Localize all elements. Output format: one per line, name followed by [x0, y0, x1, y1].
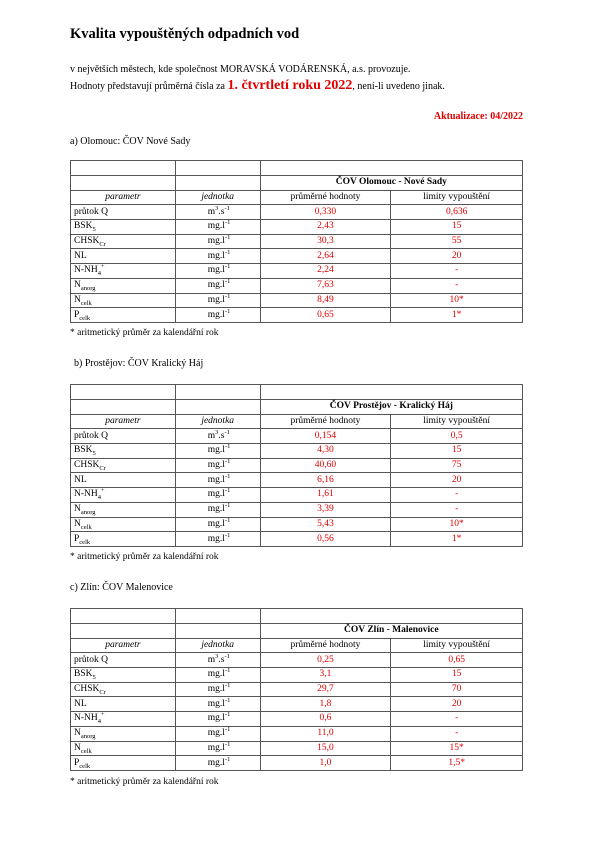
param-sub: Cr: [99, 688, 106, 696]
param-base: N: [74, 518, 81, 529]
average-value: 15,0: [260, 741, 391, 756]
limit-value: 0,65: [391, 653, 523, 668]
limit-value: -: [391, 712, 523, 727]
unit-base: m: [207, 654, 216, 665]
unit-cell: [175, 264, 260, 279]
param-sup: +: [101, 487, 105, 495]
unit-cell: [175, 220, 260, 235]
limit-value: 20: [391, 249, 523, 264]
unit-base: mg.l: [207, 309, 225, 320]
unit-sup: 3: [215, 652, 219, 660]
table-header-row: [71, 638, 523, 653]
table-header-row: [71, 190, 523, 205]
table-row: [71, 682, 523, 697]
unit-cell: [175, 653, 260, 668]
average-value: 3,39: [260, 502, 391, 517]
unit-cell: [175, 502, 260, 517]
average-value: 1,0: [260, 756, 391, 771]
unit-cell: [175, 532, 260, 547]
param-base: N: [74, 294, 81, 305]
unit-cell: [175, 682, 260, 697]
param-cell: [71, 293, 176, 308]
table-row: [71, 517, 523, 532]
average-value: 30,3: [260, 234, 391, 249]
unit-mid: .s: [218, 654, 225, 665]
limit-value: -: [391, 502, 523, 517]
unit-base: mg.l: [207, 265, 225, 276]
plant-name: ČOV Olomouc - Nové Sady: [260, 176, 522, 191]
limit-value: -: [391, 278, 523, 293]
unit-cell: [175, 308, 260, 323]
unit-cell: [175, 488, 260, 503]
unit-base: mg.l: [207, 489, 225, 500]
param-cell: [71, 756, 176, 771]
unit-sup-exp: -1: [224, 502, 231, 509]
unit-base: mg.l: [207, 294, 225, 305]
param-sub: 5: [92, 450, 96, 458]
col-header-param: parametr: [71, 414, 176, 429]
quality-table: [70, 384, 523, 547]
intro-line-2-post: , není-li uvedeno jinak.: [352, 81, 445, 92]
unit-base: mg.l: [207, 460, 225, 471]
unit-cell: [175, 756, 260, 771]
param-base: P: [74, 309, 80, 320]
col-header-avg: průměrné hodnoty: [260, 414, 391, 429]
unit-sup-exp: -1: [224, 219, 231, 227]
unit-cell: [175, 444, 260, 459]
unit-base: mg.l: [207, 698, 225, 709]
unit-sup-exp: -1: [224, 487, 231, 495]
param-base: P: [74, 757, 80, 768]
intro-text: [70, 62, 540, 95]
average-value: 40,60: [260, 458, 391, 473]
average-value: 11,0: [260, 726, 391, 741]
limit-value: 0,5: [391, 429, 523, 444]
average-value: 7,63: [260, 278, 391, 293]
param-base: CHSK: [74, 684, 100, 695]
limit-value: 10*: [391, 517, 523, 532]
param-cell: [71, 697, 176, 712]
intro-line-1: v největších městech, kde společnost MORAVSKÁ VODÁRENSKÁ, a.s. provozuje.: [70, 64, 411, 75]
param-base: průtok Q: [74, 654, 109, 665]
unit-sup-exp: -1: [224, 292, 231, 300]
param-sub: anorg: [80, 733, 96, 741]
unit-base: mg.l: [207, 518, 225, 529]
param-cell: [71, 458, 176, 473]
param-base: BSK: [74, 445, 93, 456]
param-cell: [71, 488, 176, 503]
param-sub: anorg: [80, 285, 96, 293]
footnote: * aritmetický průměr za kalendářní rok: [70, 328, 219, 338]
unit-sup-exp: -1: [224, 696, 231, 704]
limit-value: 75: [391, 458, 523, 473]
table-spacer-row: [71, 161, 523, 176]
average-value: 0,25: [260, 653, 391, 668]
intro-line-2: [70, 78, 540, 95]
param-base: N: [74, 742, 81, 753]
table-row: [71, 220, 523, 235]
average-value: 29,7: [260, 682, 391, 697]
param-base: N-NH: [74, 265, 98, 276]
unit-cell: [175, 712, 260, 727]
col-header-avg: průměrné hodnoty: [260, 190, 391, 205]
unit-cell: [175, 293, 260, 308]
unit-mid: .s: [218, 206, 225, 217]
unit-sup-exp: -1: [224, 263, 231, 271]
param-base: BSK: [74, 221, 93, 232]
param-cell: [71, 726, 176, 741]
unit-base: mg.l: [207, 742, 225, 753]
unit-base: mg.l: [207, 684, 225, 695]
table-row: [71, 502, 523, 517]
param-cell: [71, 532, 176, 547]
unit-base: mg.l: [207, 669, 225, 680]
limit-value: 15: [391, 668, 523, 683]
intro-line-2-pre: Hodnoty představují průměrná čísla za: [70, 81, 225, 92]
param-cell: [71, 220, 176, 235]
param-base: BSK: [74, 669, 93, 680]
quality-table: [70, 160, 523, 323]
col-header-limit: limity vypouštění: [391, 414, 523, 429]
unit-cell: [175, 473, 260, 488]
limit-value: 70: [391, 682, 523, 697]
unit-sup-exp: -1: [224, 516, 231, 524]
param-base: N-NH: [74, 489, 98, 500]
unit-sup-exp: -1: [224, 307, 231, 315]
param-sup: +: [101, 711, 105, 719]
param-cell: [71, 249, 176, 264]
unit-base: mg.l: [207, 728, 225, 739]
average-value: 4,30: [260, 444, 391, 459]
unit-base: mg.l: [207, 713, 225, 724]
period-highlight: 1. čtvrtletí roku 2022: [227, 78, 353, 93]
param-base: NL: [74, 474, 87, 485]
col-header-limit: limity vypouštění: [391, 638, 523, 653]
param-base: P: [74, 533, 80, 544]
param-sub: celk: [79, 538, 91, 546]
unit-cell: [175, 517, 260, 532]
unit-sup-exp: -1: [224, 278, 231, 285]
table-row: [71, 532, 523, 547]
table-row: [71, 234, 523, 249]
param-cell: [71, 429, 176, 444]
unit-sup-exp: -1: [224, 472, 231, 480]
param-sub: anorg: [80, 509, 96, 517]
unit-sup-exp: -1: [224, 681, 231, 689]
param-sub: Cr: [99, 464, 106, 472]
unit-sup: 3: [215, 204, 219, 212]
unit-sup-exp: -1: [224, 531, 231, 539]
param-cell: [71, 308, 176, 323]
limit-value: 1,5*: [391, 756, 523, 771]
unit-base: m: [207, 430, 216, 441]
section-title: a) Olomouc: ČOV Nové Sady: [70, 136, 191, 147]
limit-value: 10*: [391, 293, 523, 308]
average-value: 6,16: [260, 473, 391, 488]
limit-value: 15*: [391, 741, 523, 756]
unit-mid: .s: [218, 430, 225, 441]
param-cell: [71, 278, 176, 293]
param-base: průtok Q: [74, 430, 109, 441]
unit-base: mg.l: [207, 533, 225, 544]
average-value: 0,56: [260, 532, 391, 547]
col-header-unit: jednotka: [175, 190, 260, 205]
param-cell: [71, 264, 176, 279]
limit-value: -: [391, 488, 523, 503]
param-base: NL: [74, 250, 87, 261]
unit-base: mg.l: [207, 504, 225, 515]
param-sub: celk: [80, 747, 92, 755]
limit-value: 15: [391, 220, 523, 235]
table-row: [71, 205, 523, 220]
param-cell: [71, 502, 176, 517]
table-row: [71, 741, 523, 756]
unit-sup-exp: -1: [224, 204, 230, 212]
table-row: [71, 458, 523, 473]
unit-base: mg.l: [207, 280, 225, 291]
plant-name: ČOV Prostějov - Kralický Háj: [260, 400, 522, 415]
param-cell: [71, 668, 176, 683]
table-spacer-row: [71, 609, 523, 624]
unit-cell: [175, 278, 260, 293]
table-row: [71, 653, 523, 668]
col-header-unit: jednotka: [175, 414, 260, 429]
quality-table: [70, 608, 523, 771]
average-value: 3,1: [260, 668, 391, 683]
param-sub: celk: [79, 314, 91, 322]
table-row: [71, 429, 523, 444]
table-row: [71, 668, 523, 683]
average-value: 8,49: [260, 293, 391, 308]
param-base: průtok Q: [74, 206, 109, 217]
limit-value: 55: [391, 234, 523, 249]
unit-sup-exp: -1: [224, 443, 231, 451]
param-cell: [71, 444, 176, 459]
table-row: [71, 444, 523, 459]
param-sub: celk: [80, 523, 92, 531]
average-value: 0,65: [260, 308, 391, 323]
section-title: b) Prostějov: ČOV Kralický Háj: [74, 358, 204, 369]
unit-cell: [175, 697, 260, 712]
col-header-param: parametr: [71, 638, 176, 653]
limit-value: 1*: [391, 308, 523, 323]
param-cell: [71, 517, 176, 532]
param-sub: 4: [97, 718, 101, 726]
unit-sup-exp: -1: [224, 652, 230, 660]
limit-value: 20: [391, 473, 523, 488]
table-row: [71, 293, 523, 308]
limit-value: -: [391, 264, 523, 279]
col-header-param: parametr: [71, 190, 176, 205]
table-row: [71, 756, 523, 771]
param-sub: Cr: [99, 240, 106, 248]
average-value: 0,6: [260, 712, 391, 727]
param-base: N: [74, 504, 81, 515]
col-header-limit: limity vypouštění: [391, 190, 523, 205]
param-base: N-NH: [74, 713, 98, 724]
unit-base: mg.l: [207, 445, 225, 456]
unit-base: mg.l: [207, 250, 225, 261]
param-sup: +: [101, 263, 105, 271]
unit-cell: [175, 205, 260, 220]
col-header-unit: jednotka: [175, 638, 260, 653]
param-sub: celk: [79, 762, 91, 770]
param-base: CHSK: [74, 460, 100, 471]
param-base: CHSK: [74, 236, 100, 247]
table-row: [71, 308, 523, 323]
footnote: * aritmetický průměr za kalendářní rok: [70, 552, 219, 562]
table-row: [71, 726, 523, 741]
table-row: [71, 264, 523, 279]
plant-name: ČOV Zlín - Malenovice: [260, 624, 522, 639]
table-row: [71, 249, 523, 264]
unit-cell: [175, 726, 260, 741]
param-cell: [71, 712, 176, 727]
unit-cell: [175, 234, 260, 249]
unit-cell: [175, 429, 260, 444]
param-base: N: [74, 280, 81, 291]
table-plant-row: [71, 176, 523, 191]
param-cell: [71, 682, 176, 697]
average-value: 5,43: [260, 517, 391, 532]
unit-base: m: [207, 206, 216, 217]
param-sub: 4: [97, 494, 101, 502]
unit-sup-exp: -1: [224, 233, 231, 241]
param-cell: [71, 205, 176, 220]
table-row: [71, 278, 523, 293]
update-date: Aktualizace: 04/2022: [433, 111, 523, 122]
param-sub: 5: [92, 674, 96, 682]
average-value: 0,330: [260, 205, 391, 220]
table-row: [71, 712, 523, 727]
unit-sup-exp: -1: [224, 740, 231, 748]
param-sub: 4: [97, 270, 101, 278]
unit-base: mg.l: [207, 757, 225, 768]
param-base: N: [74, 728, 81, 739]
unit-sup-exp: -1: [224, 667, 231, 675]
limit-value: 1*: [391, 532, 523, 547]
table-row: [71, 697, 523, 712]
average-value: 2,43: [260, 220, 391, 235]
table-spacer-row: [71, 385, 523, 400]
unit-sup-exp: -1: [224, 457, 231, 465]
unit-cell: [175, 668, 260, 683]
limit-value: 15: [391, 444, 523, 459]
table-row: [71, 473, 523, 488]
average-value: 0,154: [260, 429, 391, 444]
table-row: [71, 488, 523, 503]
limit-value: -: [391, 726, 523, 741]
param-cell: [71, 473, 176, 488]
unit-sup-exp: -1: [224, 711, 231, 719]
unit-sup-exp: -1: [224, 248, 231, 256]
param-sub: celk: [80, 299, 92, 307]
limit-value: 20: [391, 697, 523, 712]
param-cell: [71, 653, 176, 668]
unit-sup-exp: -1: [224, 755, 231, 763]
table-plant-row: [71, 624, 523, 639]
param-cell: [71, 741, 176, 756]
unit-sup-exp: -1: [224, 726, 231, 733]
unit-cell: [175, 458, 260, 473]
unit-sup: 3: [215, 428, 219, 436]
param-cell: [71, 234, 176, 249]
table-header-row: [71, 414, 523, 429]
unit-base: mg.l: [207, 221, 225, 232]
unit-sup-exp: -1: [224, 428, 230, 436]
page-title: Kvalita vypouštěných odpadních vod: [70, 26, 300, 42]
unit-cell: [175, 741, 260, 756]
unit-cell: [175, 249, 260, 264]
unit-base: mg.l: [207, 236, 225, 247]
param-base: NL: [74, 698, 87, 709]
footnote: * aritmetický průměr za kalendářní rok: [70, 777, 219, 787]
unit-base: mg.l: [207, 474, 225, 485]
limit-value: 0,636: [391, 205, 523, 220]
section-title: c) Zlín: ČOV Malenovice: [70, 582, 173, 593]
average-value: 2,64: [260, 249, 391, 264]
table-plant-row: [71, 400, 523, 415]
average-value: 1,8: [260, 697, 391, 712]
average-value: 1,61: [260, 488, 391, 503]
average-value: 2,24: [260, 264, 391, 279]
param-sub: 5: [92, 226, 96, 234]
col-header-avg: průměrné hodnoty: [260, 638, 391, 653]
